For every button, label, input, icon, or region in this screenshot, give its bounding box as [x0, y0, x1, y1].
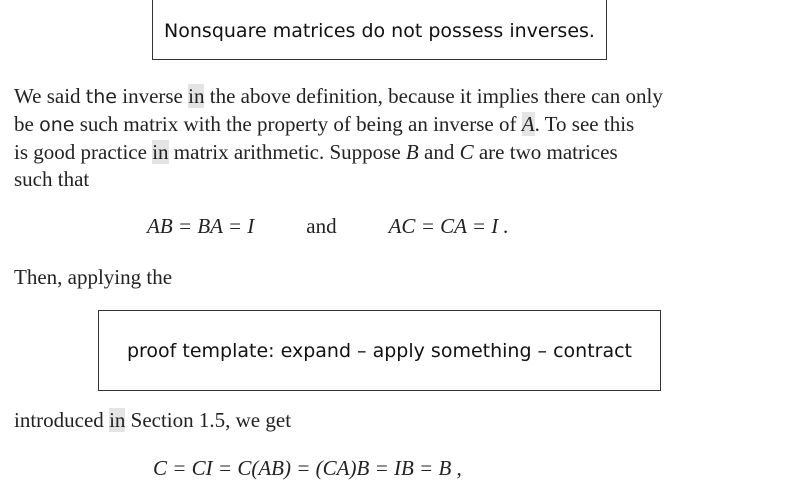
- paragraph-inverse-uniqueness: [14, 83, 750, 193]
- equation-left: AB = BA = I: [147, 214, 255, 238]
- equation-inverse-pair: [147, 214, 509, 239]
- equation-connector: and: [306, 214, 337, 238]
- text-run: matrix arithmetic. Suppose: [168, 140, 406, 164]
- highlighted-word[interactable]: in: [188, 84, 205, 108]
- text-run: Then, applying the: [14, 265, 173, 289]
- emphasized-word: one: [39, 114, 75, 136]
- text-run: Section 1.5, we get: [125, 408, 292, 432]
- text-run: such that: [14, 167, 90, 191]
- proof-template-text: proof template: expand – apply something – contract: [126, 339, 633, 362]
- text-run: We said: [14, 84, 86, 108]
- paragraph-introduced: [14, 407, 750, 434]
- equation-chain: C = CI = C(AB) = (CA)B = IB = B ,: [153, 456, 462, 480]
- text-run: be: [14, 112, 40, 136]
- emphasized-word: the: [85, 86, 117, 108]
- paragraph-then-applying: [14, 264, 750, 291]
- text-run: introduced: [14, 408, 110, 432]
- highlighted-symbol[interactable]: A: [521, 112, 535, 136]
- text-run: is good practice: [14, 140, 153, 164]
- equation-uniqueness-proof: [153, 456, 462, 481]
- equation-right: AC = CA = I .: [388, 214, 509, 238]
- proof-template-box: [98, 310, 661, 391]
- text-run: . To see this: [534, 112, 635, 136]
- text-run: are two matrices: [473, 140, 618, 164]
- highlighted-word[interactable]: in: [109, 408, 126, 432]
- definition-box: [152, 0, 607, 60]
- text-run: and: [418, 140, 460, 164]
- math-symbol: B: [405, 140, 419, 164]
- text-run: the above definition, because it implies there can only: [204, 84, 663, 108]
- math-symbol: C: [459, 140, 474, 164]
- text-run: inverse: [116, 84, 189, 108]
- definition-text: Nonsquare matrices do not possess inverses.: [164, 19, 595, 42]
- highlighted-word[interactable]: in: [152, 140, 169, 164]
- text-run: such matrix with the property of being an inverse of: [74, 112, 522, 136]
